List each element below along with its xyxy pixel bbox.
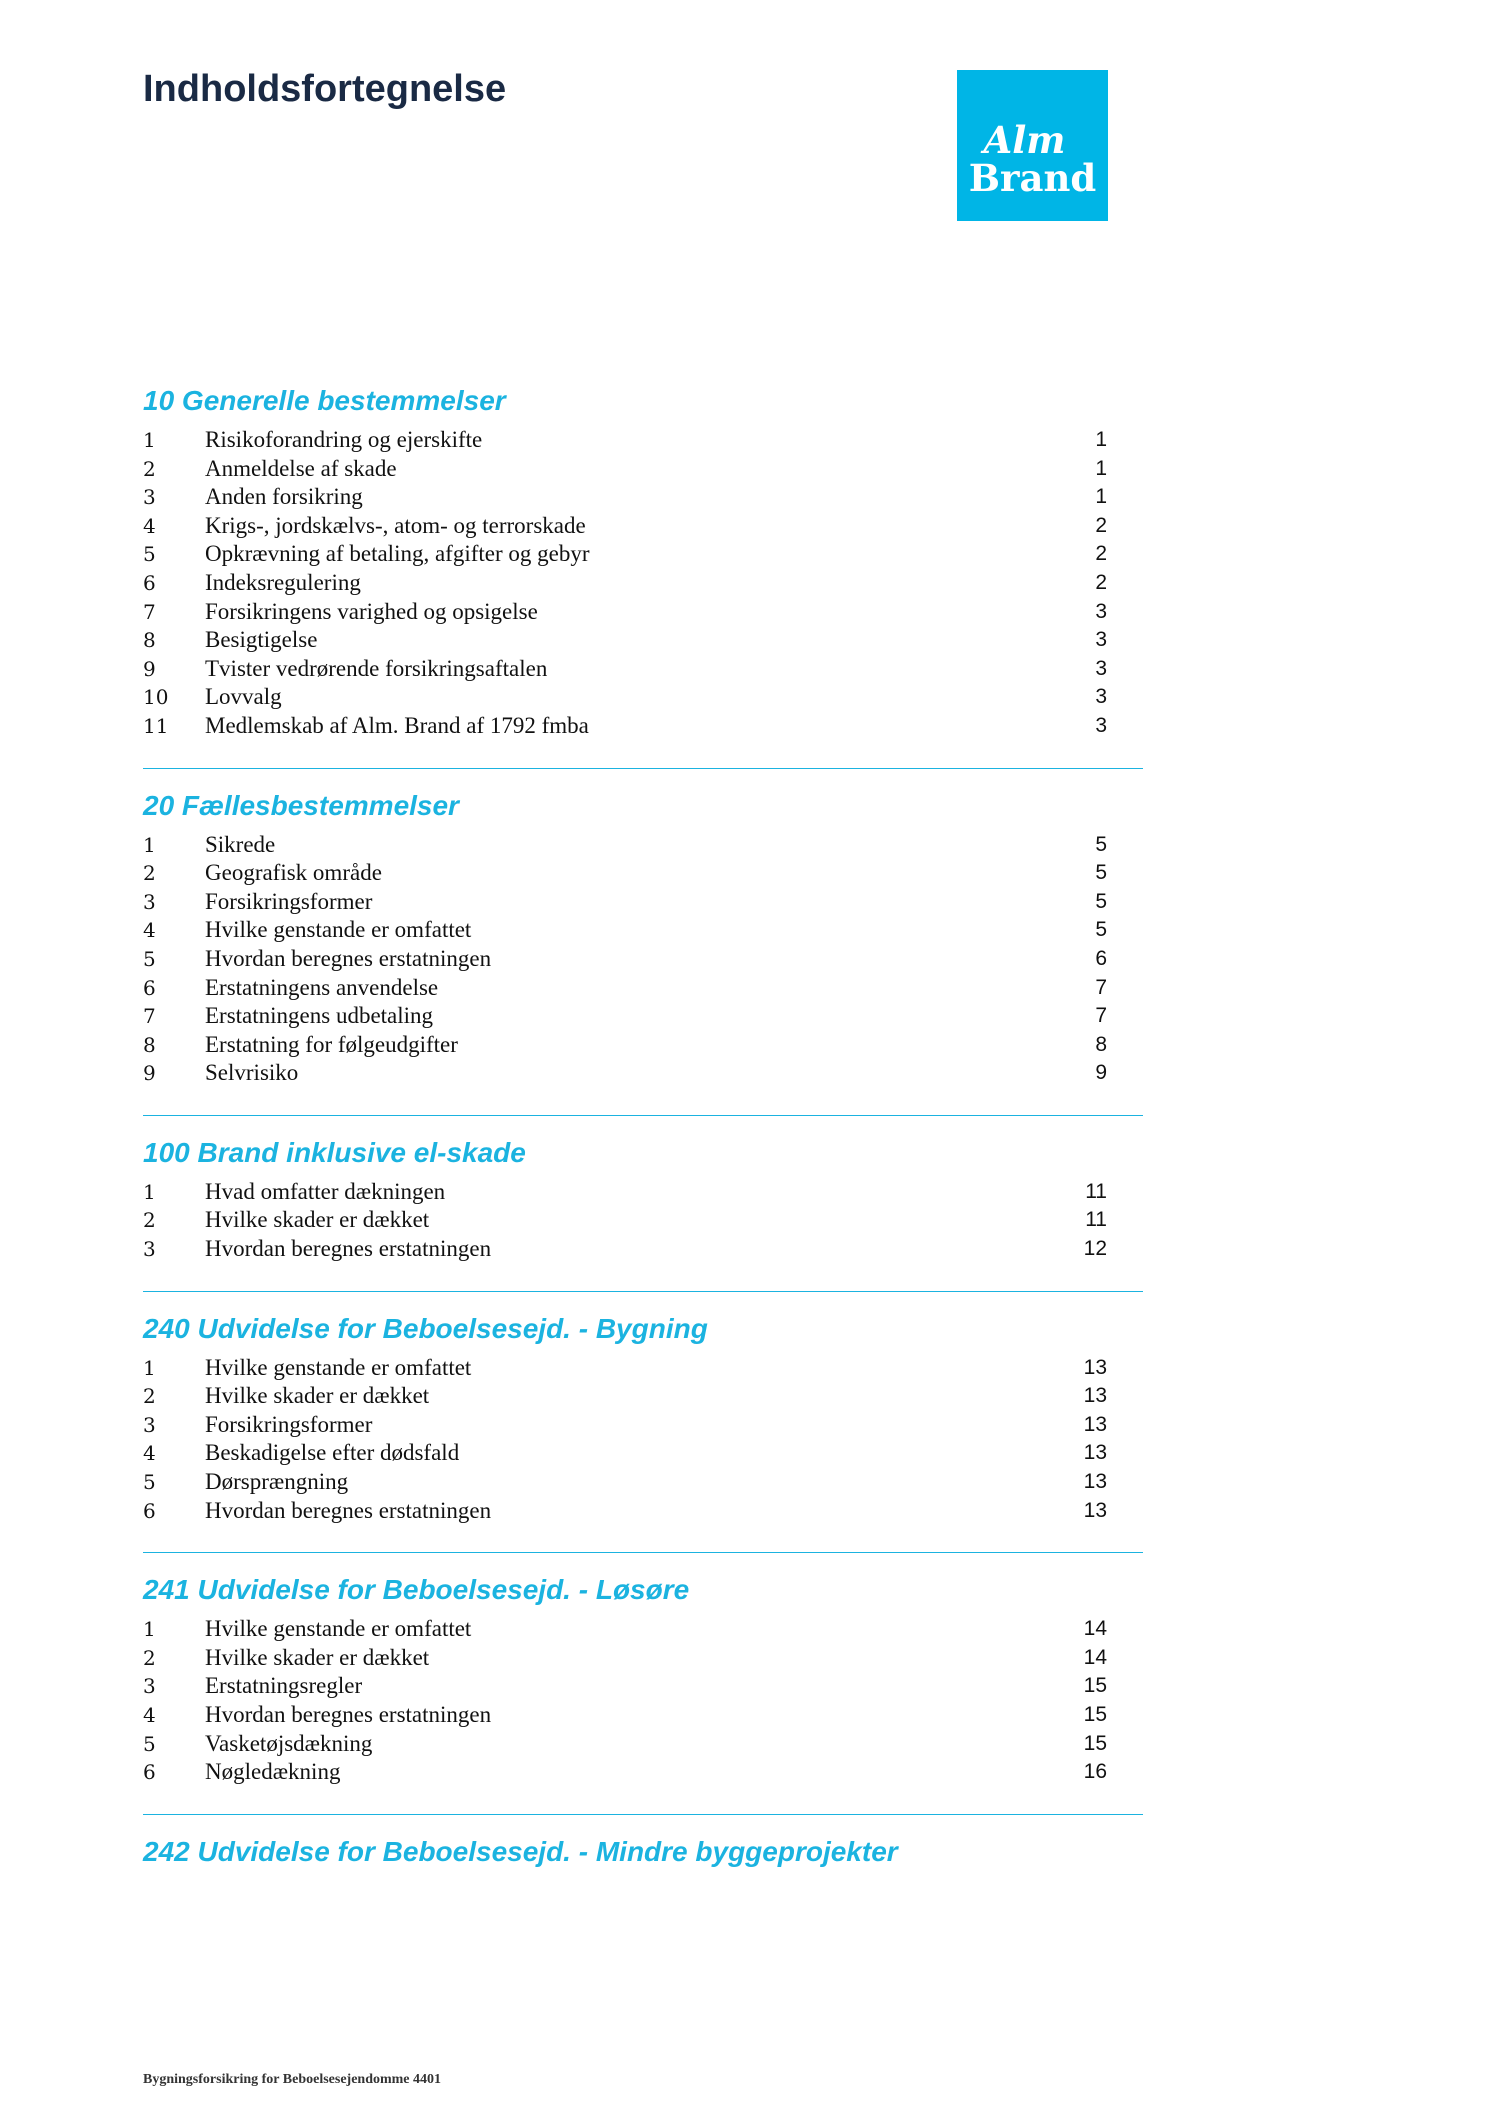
entry-page-number: 1 <box>1095 428 1107 451</box>
entry-page-number: 5 <box>1095 861 1107 885</box>
toc-entry[interactable] <box>143 1059 1143 1088</box>
toc-entry[interactable] <box>143 974 1143 1003</box>
toc-entry[interactable] <box>143 512 1143 541</box>
entry-page-number: 13 <box>1083 1412 1107 1436</box>
entry-title: Vasketøjsdækning <box>205 1730 373 1756</box>
entry-number: 5 <box>143 542 156 567</box>
entry-title: Geografisk område <box>205 860 382 886</box>
entry-title: Lovvalg <box>205 684 282 710</box>
entry-title: Forsikringens varighed og opsigelse <box>205 598 538 624</box>
entry-number: 1 <box>143 1617 156 1642</box>
toc-entry[interactable] <box>143 1672 1143 1701</box>
toc-entry[interactable] <box>143 1644 1143 1673</box>
entry-number: 8 <box>143 628 156 653</box>
toc-entry[interactable] <box>143 1615 1143 1644</box>
entry-title: Hvilke genstande er omfattet <box>205 1354 472 1380</box>
entry-page-number: 1 <box>1095 485 1107 509</box>
entry-title: Hvilke skader er dækket <box>205 1207 430 1233</box>
toc-entry[interactable] <box>143 683 1143 712</box>
entry-title: Hvilke genstande er omfattet <box>205 1616 472 1642</box>
table-of-contents <box>143 376 1143 1877</box>
entry-number: 1 <box>143 1355 156 1380</box>
entry-page-number: 3 <box>1095 656 1107 680</box>
entry-page-number: 15 <box>1083 1674 1107 1698</box>
toc-entry[interactable] <box>143 540 1143 569</box>
entry-title: Erstatning for følgeudgifter <box>205 1031 458 1057</box>
entry-title: Selvrisiko <box>205 1060 299 1086</box>
entry-number: 1 <box>143 428 156 452</box>
entry-number: 4 <box>143 1703 156 1727</box>
entry-title: Tvister vedrørende forsikringsaftalen <box>205 655 548 681</box>
entry-number: 6 <box>143 975 156 1000</box>
toc-entry[interactable] <box>143 455 1143 484</box>
entry-page-number: 1 <box>1095 456 1107 480</box>
toc-section <box>143 1304 1143 1554</box>
entry-list <box>143 1615 1143 1787</box>
entry-list <box>143 426 1143 741</box>
toc-entry[interactable] <box>143 1730 1143 1759</box>
toc-entry[interactable] <box>143 1758 1143 1787</box>
entry-title: Nøgledækning <box>205 1759 341 1785</box>
entry-number: 2 <box>143 456 156 481</box>
entry-title: Hvad omfatter dækningen <box>205 1178 446 1204</box>
entry-number: 5 <box>143 946 156 971</box>
toc-entry[interactable] <box>143 426 1143 455</box>
toc-entry[interactable] <box>143 483 1143 512</box>
entry-page-number: 2 <box>1095 570 1107 594</box>
entry-page-number: 7 <box>1095 975 1107 999</box>
toc-entry[interactable] <box>143 1206 1143 1235</box>
entry-number: 2 <box>143 1208 156 1233</box>
entry-number: 2 <box>143 1645 156 1670</box>
toc-entry[interactable] <box>143 1439 1143 1468</box>
entry-number: 10 <box>143 685 169 710</box>
entry-title: Hvordan beregnes erstatningen <box>205 1497 492 1523</box>
toc-section <box>143 376 1143 769</box>
entry-page-number: 14 <box>1083 1617 1107 1641</box>
page-title: Indholdsfortegnelse <box>143 68 507 110</box>
entry-page-number: 15 <box>1083 1703 1107 1726</box>
entry-number: 3 <box>143 889 156 914</box>
entry-page-number: 3 <box>1095 628 1107 652</box>
toc-entry[interactable] <box>143 1468 1143 1497</box>
toc-entry[interactable] <box>143 1497 1143 1526</box>
toc-section <box>143 1827 1143 1877</box>
entry-number: 2 <box>143 861 156 886</box>
entry-number: 3 <box>143 1412 156 1437</box>
toc-entry[interactable] <box>143 1354 1143 1383</box>
toc-section <box>143 1565 1143 1815</box>
entry-page-number: 8 <box>1095 1032 1107 1056</box>
entry-number: 5 <box>143 1470 156 1495</box>
entry-page-number: 12 <box>1083 1237 1107 1261</box>
entry-title: Erstatningens udbetaling <box>205 1003 434 1029</box>
entry-title: Forsikringsformer <box>205 888 373 914</box>
section-heading[interactable]: 242 Udvidelse for Beboelsesejd. - Mindre byggeprojekter <box>143 1835 898 1867</box>
entry-number: 4 <box>143 513 156 538</box>
entry-number: 11 <box>143 713 169 738</box>
entry-number: 6 <box>143 1760 156 1785</box>
entry-number: 9 <box>143 656 156 681</box>
entry-page-number: 3 <box>1095 713 1107 737</box>
toc-entry[interactable] <box>143 859 1143 888</box>
entry-title: Dørsprængning <box>205 1469 349 1495</box>
entry-list <box>143 1354 1143 1526</box>
entry-number: 1 <box>143 1179 156 1204</box>
toc-entry[interactable] <box>143 1411 1143 1440</box>
entry-title: Medlemskab af Alm. Brand af 1792 fmba <box>205 712 589 738</box>
section-heading[interactable]: 100 Brand inklusive el-skade <box>143 1136 526 1168</box>
section-heading[interactable]: 10 Generelle bestemmelser <box>143 385 506 416</box>
entry-title: Risikoforandring og ejerskifte <box>205 427 483 452</box>
section-divider <box>143 1291 1143 1292</box>
entry-page-number: 14 <box>1083 1645 1107 1669</box>
entry-title: Hvordan beregnes erstatningen <box>205 945 492 971</box>
toc-entry[interactable] <box>143 1382 1143 1411</box>
entry-title: Beskadigelse efter dødsfald <box>205 1440 460 1466</box>
entry-list <box>143 831 1143 1088</box>
entry-number: 5 <box>143 1731 156 1756</box>
toc-entry[interactable] <box>143 569 1143 598</box>
toc-section <box>143 781 1143 1116</box>
section-heading[interactable]: 20 Fællesbestemmelser <box>143 789 459 821</box>
section-divider <box>143 1552 1143 1553</box>
page-footer: Bygningsforsikring for Beboelsesejendomme 4401 <box>143 2072 442 2087</box>
entry-page-number: 3 <box>1095 685 1107 709</box>
toc-entry[interactable] <box>143 1701 1143 1730</box>
section-divider <box>143 1814 1143 1815</box>
entry-page-number: 7 <box>1095 1004 1107 1028</box>
entry-number: 6 <box>143 570 156 595</box>
entry-page-number: 11 <box>1085 1208 1107 1232</box>
logo-text-brand: Brand <box>968 156 1097 200</box>
entry-number: 3 <box>143 485 156 510</box>
entry-title: Forsikringsformer <box>205 1411 373 1437</box>
section-divider <box>143 768 1143 769</box>
toc-entry[interactable] <box>143 1002 1143 1031</box>
toc-section <box>143 1128 1143 1292</box>
entry-number: 4 <box>143 918 156 943</box>
entry-title: Erstatningsregler <box>205 1673 363 1699</box>
entry-number: 6 <box>143 1498 156 1523</box>
entry-page-number: 5 <box>1095 832 1107 856</box>
entry-number: 3 <box>143 1674 156 1699</box>
entry-title: Anmeldelse af skade <box>205 455 397 481</box>
entry-page-number: 13 <box>1083 1498 1107 1522</box>
entry-title: Hvilke skader er dækket <box>205 1383 430 1409</box>
entry-page-number: 5 <box>1095 889 1107 913</box>
entry-title: Besigtigelse <box>205 627 318 653</box>
toc-entry[interactable] <box>143 712 1143 741</box>
entry-number: 2 <box>143 1384 156 1409</box>
entry-number: 8 <box>143 1032 156 1057</box>
entry-title: Sikrede <box>205 831 276 857</box>
entry-page-number: 16 <box>1083 1760 1107 1784</box>
entry-title: Hvordan beregnes erstatningen <box>205 1236 492 1262</box>
toc-entry[interactable] <box>143 655 1143 684</box>
entry-number: 1 <box>143 832 156 857</box>
entry-page-number: 2 <box>1095 542 1107 566</box>
entry-title: Hvilke skader er dækket <box>205 1644 430 1670</box>
entry-title: Erstatningens anvendelse <box>205 974 439 1000</box>
toc-entry[interactable] <box>143 945 1143 974</box>
entry-page-number: 13 <box>1083 1355 1107 1379</box>
toc-entry[interactable] <box>143 831 1143 860</box>
section-heading[interactable]: 240 Udvidelse for Beboelsesejd. - Bygning <box>143 1312 708 1344</box>
section-divider <box>143 1115 1143 1116</box>
entry-page-number: 15 <box>1083 1731 1107 1755</box>
entry-number: 3 <box>143 1237 156 1262</box>
entry-number: 4 <box>143 1441 156 1466</box>
entry-number: 7 <box>143 1004 156 1029</box>
entry-page-number: 9 <box>1095 1061 1107 1085</box>
entry-title: Opkrævning af betaling, afgifter og gebyr <box>205 541 590 567</box>
entry-list <box>143 1178 1143 1264</box>
entry-title: Anden forsikring <box>205 484 363 510</box>
entry-title: Krigs-, jordskælvs-, atom- og terrorskade <box>205 512 586 538</box>
entry-page-number: 2 <box>1095 513 1107 537</box>
entry-page-number: 5 <box>1095 918 1107 942</box>
entry-title: Indeksregulering <box>205 569 361 595</box>
entry-title: Hvilke genstande er omfattet <box>205 917 472 943</box>
toc-entry[interactable] <box>143 1031 1143 1060</box>
entry-page-number: 3 <box>1095 599 1107 623</box>
entry-page-number: 13 <box>1083 1441 1107 1465</box>
entry-page-number: 11 <box>1085 1179 1107 1203</box>
entry-page-number: 6 <box>1095 946 1107 970</box>
toc-entry[interactable] <box>143 916 1143 945</box>
toc-entry[interactable] <box>143 598 1143 627</box>
toc-entry[interactable] <box>143 1235 1143 1264</box>
section-heading[interactable]: 241 Udvidelse for Beboelsesejd. - Løsøre <box>143 1574 690 1606</box>
entry-number: 9 <box>143 1061 156 1086</box>
alm-brand-logo <box>957 70 1108 221</box>
toc-entry[interactable] <box>143 888 1143 917</box>
toc-entry[interactable] <box>143 1178 1143 1207</box>
logo-text-alm: Alm <box>983 118 1066 162</box>
toc-entry[interactable] <box>143 626 1143 655</box>
entry-page-number: 13 <box>1083 1470 1107 1494</box>
entry-page-number: 13 <box>1083 1384 1107 1408</box>
entry-number: 7 <box>143 599 156 624</box>
entry-title: Hvordan beregnes erstatningen <box>205 1702 492 1727</box>
